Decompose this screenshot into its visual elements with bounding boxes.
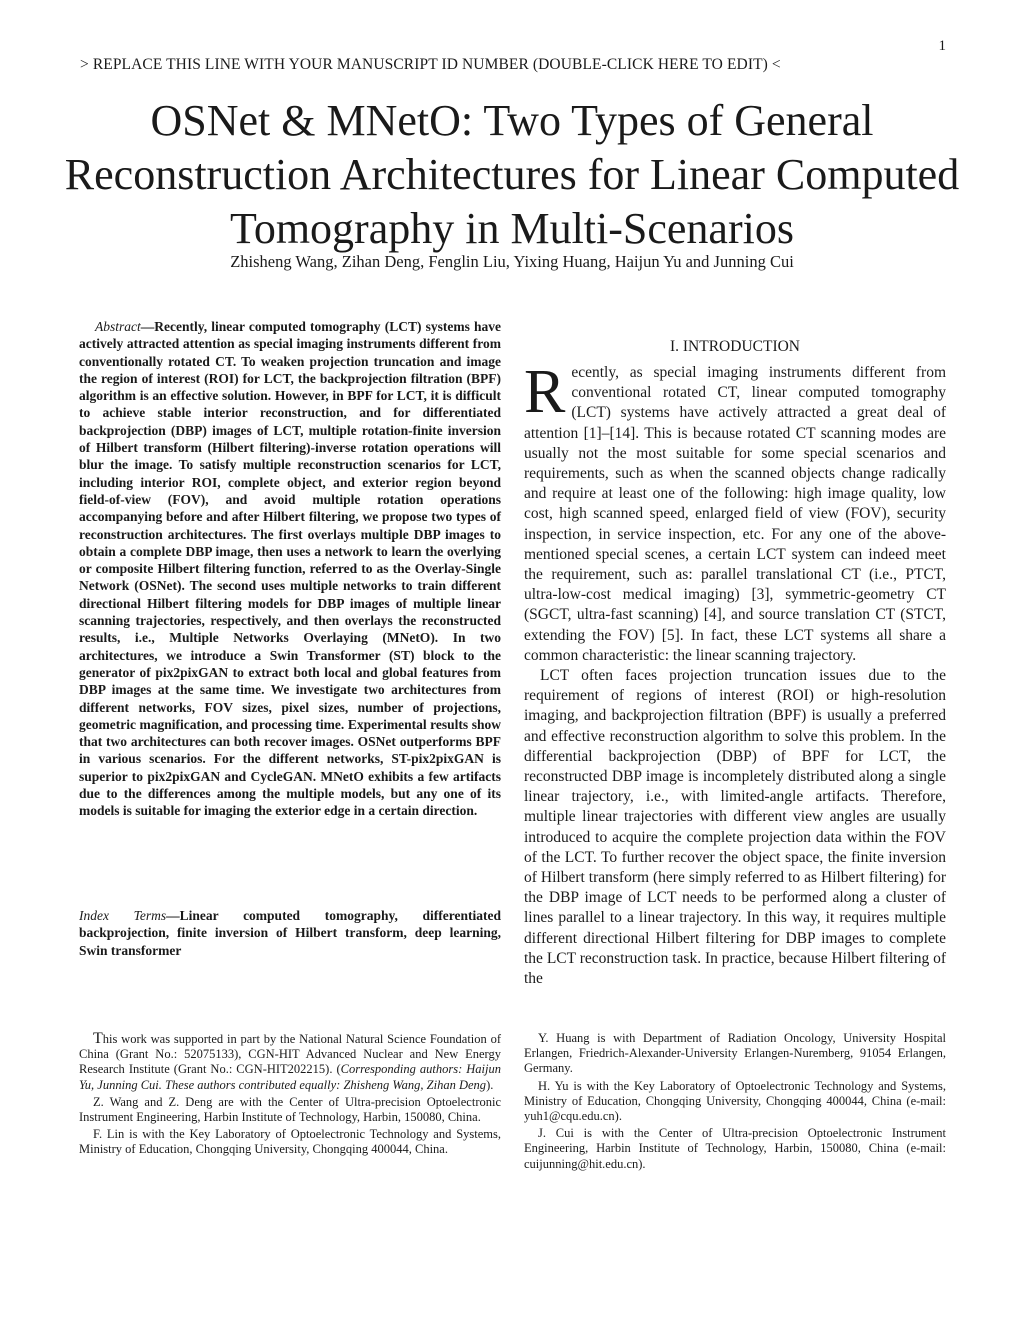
intro-paragraph: LCT often faces projection truncation issues due to the requirement of regions of interest (ROI) or high-resolution imaging, and backprojection filtration (BPF) is usually a preferred and effective reconstruction algorithm to solve this problem. In the differential backprojection (DBP) of BPF for LCT, the reconstructed DBP image is incompletely distributed along a single linear trajectory, i.e., with limited-angle artifacts. Therefore, multiple linear trajectories with different view angles are usually introduced to acquire the complete projection data within the FOV of the LCT. To further recover the object space, the finite inversion of Hilbert transform (here simply referred to as Hilbert filtering) for the DBP image of LCT needs to be performed along a cluster of lines parallel to a linear trajectory. In this way, it requires multiple different directional Hilbert filtering for DBP images to complete the LCT reconstruction task. In practice, because Hilbert filtering of the bbox=[524, 667, 946, 988]
funding-text-end: ). bbox=[486, 1077, 494, 1092]
affiliation-footnote: Y. Huang is with Department of Radiation Oncology, University Hospital Erlangen, Friedrich-Alexander-University Erlangen-Nuremberg, 91054 Erlangen, Germany. bbox=[524, 1031, 946, 1076]
drop-cap: R bbox=[524, 358, 566, 426]
footnote-initial: T bbox=[93, 1030, 103, 1047]
abstract-text: —Recently, linear computed tomography (LCT) systems have actively attracted attention as special imaging instruments different from conventionally rotated CT. To weaken projection truncation and image the region of interest (ROI) for LCT, the backprojection filtration (BPF) algorithm is an effective solution. However, in BPF for LCT, it is difficult to achieve stable interior reconstruction, and for differentiated backprojection (DBP) images of LCT, multiple rotation-finite inversion of Hilbert transform (Hilbert filtering)-inverse rotation operations will blur the image. To satisfy multiple reconstruction scenarios for LCT, including interior ROI, complete object, and exterior region beyond field-of-view (FOV), and avoid multiple rotation operations accompanying before and after Hilbert filtering, we propose two types of reconstruction architectures. The first overlays multiple DBP images to obtain a complete DBP image, then uses a network to learn the overlying or composite Hilbert filtering function, referred to as the Overlay-Single Network (OSNet). The second uses multiple networks to train different directional Hilbert filtering models for DBP images of multiple linear scanning trajectories, respectively, and then overlays the reconstructed results, i.e., Multiple Networks Overlaying (MNetO). In two architectures, we introduce a Swin Transformer (ST) block to the generator of pix2pixGAN to extract both local and global features from DBP images at the same time. We investigate two architectures from different networks, FOV sizes, pixel sizes, number of projections, geometric magnification, and processing time. Experimental results show that two architectures can both recover images. OSNet outperforms BPF in various scenarios. For the different networks, ST-pix2pixGAN is superior to pix2pixGAN and CycleGAN. MNetO exhibits a few artifacts due to the differences among the multiple models, but any one of its models is suitable for imaging the exterior edge in a certain direction. bbox=[79, 319, 501, 819]
title-line: OSNet & MNetO: Two Types of General bbox=[150, 96, 874, 145]
manuscript-id-line[interactable]: > REPLACE THIS LINE WITH YOUR MANUSCRIPT ID NUMBER (DOUBLE-CLICK HERE TO EDIT) < bbox=[80, 56, 781, 73]
author-list: Zhisheng Wang, Zihan Deng, Fenglin Liu, Yixing Huang, Haijun Yu and Junning Cui bbox=[230, 252, 794, 271]
index-terms bbox=[79, 907, 501, 959]
intro-paragraph-text: ecently, as special imaging instruments different from conventional rotated CT, linear computed tomography (LCT) systems have actively attracted a great deal of attention [1]–[14]. This is because rotated CT scanning modes are usually not the most suitable for some special scenarios and requirements, such as when the scanned objects change radically and require at least one of the following: high image quality, low cost, high scanned speed, enlarged field of view (FOV), security inspection, in service inspection, etc. For any one of the above-mentioned special scenes, a certain LCT system can indeed meet the requirement, such as: parallel translational CT (i.e., PTCT, ultra-low-cost medical imaging) [3], symmetric-geometry CT (SGCT, ultra-fast scanning) [4], and source translation CT (STCT, extending the FOV) [5]. In fact, these LCT systems all share a common characteristic: the linear scanning trajectory. bbox=[524, 364, 946, 664]
introduction-body bbox=[524, 358, 946, 989]
section-heading-introduction: I. INTRODUCTION bbox=[669, 338, 800, 355]
affiliation-footnote: J. Cui is with the Center of Ultra-precision Optoelectronic Instrument Engineering, Harbin Institute of Technology, Harbin, 150080, China (e-mail: cuijunning@hit.edu.cn). bbox=[524, 1126, 946, 1171]
corresponding-authors-note: Corresponding authors: Haijun Yu, Junning Cui. These authors contributed equally: Zhisheng Wang, Zihan Deng bbox=[79, 1062, 501, 1092]
page-number: 1 bbox=[938, 38, 946, 54]
affiliation-footnote: H. Yu is with the Key Laboratory of Optoelectronic Technology and Systems, Ministry of Education, Chongqing University, Chongqing 400044, China (e-mail: yuh1@cqu.edu.cn). bbox=[524, 1078, 946, 1124]
title-line: Tomography in Multi-Scenarios bbox=[230, 204, 794, 253]
funding-footnote bbox=[79, 1031, 501, 1093]
funding-text: his work was supported in part by the National Natural Science Foundation of China (Grant No.: 52075133), CGN-HIT Advanced Nuclear and New Energy Research Institute (Grant No.: CGN-HIT202215). ( bbox=[79, 1032, 501, 1077]
intro-paragraph bbox=[524, 358, 946, 666]
index-terms-text: —Linear computed tomography, differentiated backprojection, finite inversion of Hilbert transform, deep learning, Swin transformer bbox=[79, 908, 501, 958]
affiliation-footnote: Z. Wang and Z. Deng are with the Center of Ultra-precision Optoelectronic Instrument Engineering, Harbin Institute of Technology, Harbin, 150080, China. bbox=[79, 1094, 501, 1125]
affiliation-footnote: F. Lin is with the Key Laboratory of Optoelectronic Technology and Systems, Ministry of Education, Chongqing University, Chongqing 400044, China. bbox=[79, 1127, 501, 1157]
footnotes-left bbox=[79, 1031, 501, 1160]
paper-title bbox=[60, 94, 964, 256]
abstract-label: Abstract bbox=[95, 319, 141, 334]
footnotes-right bbox=[524, 1031, 946, 1174]
index-terms-label: Index Terms bbox=[79, 908, 167, 923]
title-line: Reconstruction Architectures for Linear Computed bbox=[64, 150, 960, 199]
abstract bbox=[79, 318, 501, 820]
